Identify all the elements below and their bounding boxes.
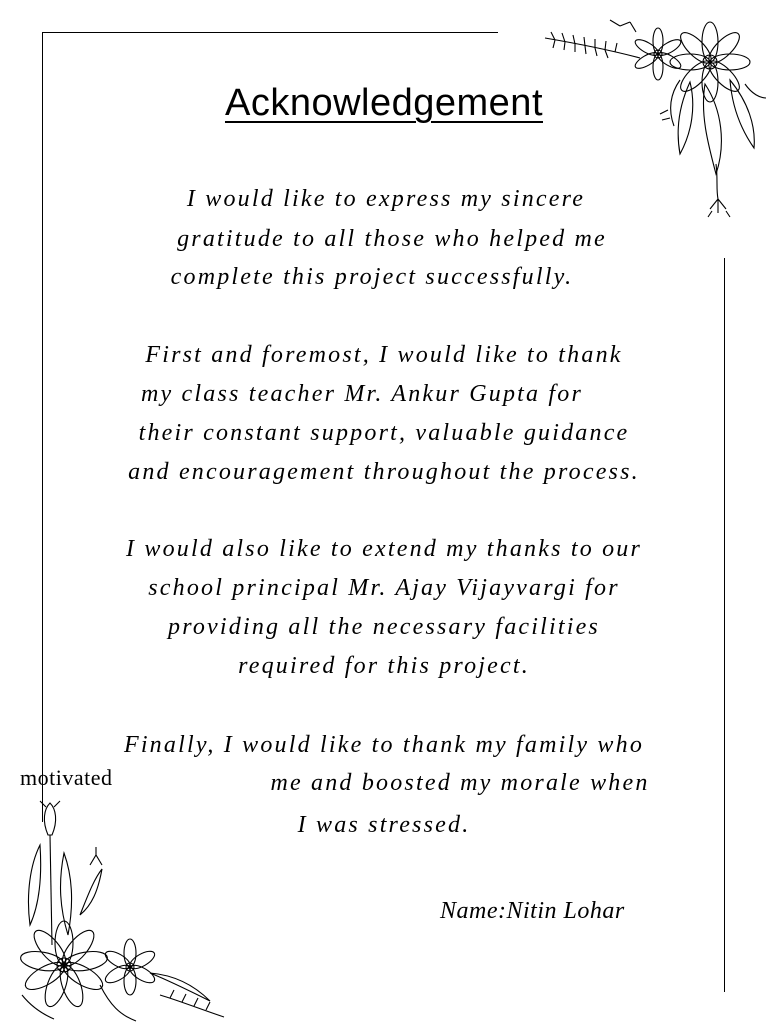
body-line: providing all the necessary facilities (168, 614, 600, 640)
body-line: I would like to express my sincere (186, 186, 586, 212)
body-line: I was stressed. (297, 812, 471, 838)
page-title: Acknowledgement (224, 82, 543, 124)
body-line: Finally, I would like to thank my family who (123, 732, 645, 758)
body-line: my class teacher Mr. Ankur Gupta for (140, 381, 584, 407)
border-top-line (42, 32, 498, 33)
body-line: school principal Mr. Ajay Vijayvargi for (148, 575, 620, 601)
body-line: me and boosted my morale when (270, 770, 650, 796)
body-line: I would also like to extend my thanks to our (125, 536, 643, 562)
body-line: First and foremost, I would like to thank (145, 342, 623, 368)
body-line: and encouragement throughout the process. (128, 459, 640, 485)
body-line: gratitude to all those who helped me (177, 226, 607, 252)
floral-corner-icon (10, 795, 240, 1024)
body-line: their constant support, valuable guidance (138, 420, 630, 446)
body-line: complete this project successfully. (170, 264, 574, 290)
body-line: required for this project. (238, 653, 530, 679)
inserted-word: motivated (20, 765, 113, 790)
signature: Name:Nitin Lohar (440, 898, 625, 924)
floral-corner-icon (540, 14, 768, 228)
